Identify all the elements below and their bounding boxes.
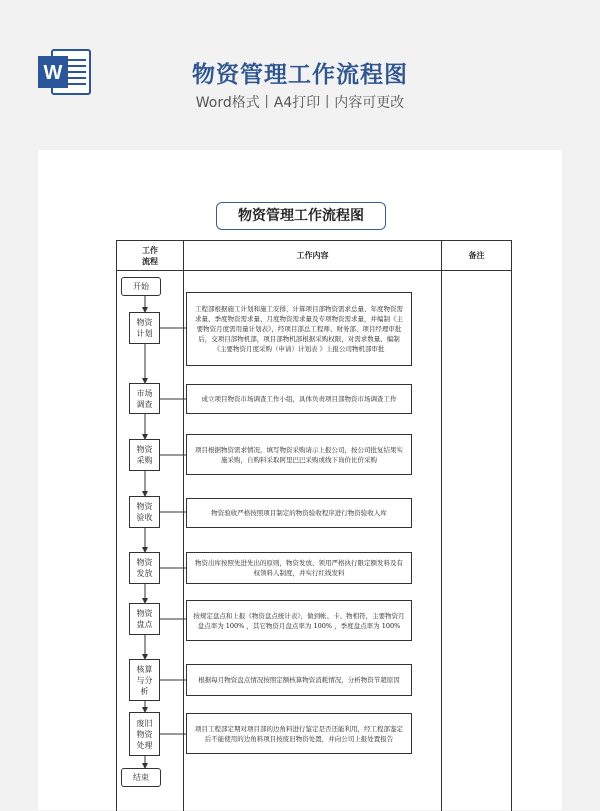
document-title: 物资管理工作流程图 (216, 202, 386, 230)
step-content-stocktake: 按规定盘点和上报《物资盘点统计表》，做到帐、卡、物相符，主要物资月盘点率为 100% ，其它物资月盘点率为 100% ，季度盘点率为 100% (186, 600, 412, 641)
svg-text:W: W (43, 62, 63, 84)
column-header-remarks: 备注 (468, 250, 485, 260)
column-header-content: 工作内容 (296, 250, 329, 260)
flow-node-issue: 物资 发放 (129, 552, 160, 584)
column-header-flow: 工作 流程 (142, 244, 158, 266)
step-content-survey: 成立项目物资市场调查工作小组，具体负责项目部物资市场调查工作 (186, 384, 412, 414)
flow-node-inspection: 物资 验收 (129, 496, 160, 528)
flow-node-analysis: 核算 与分 析 (129, 659, 160, 701)
flow-node-survey: 市场 调查 (129, 383, 160, 414)
step-content-disposal: 项目工程部定期对项目部的边角料进行鉴定是否还能利用，经工程部鉴定后不能使用的边角料项目按废旧物资处置，并向公司上报处置报告 (186, 713, 412, 754)
flow-node-stocktake: 物资 盘点 (129, 603, 160, 635)
page-subtitle: Word格式丨A4打印丨内容可更改 (195, 95, 405, 111)
flow-node-end: 结束 (121, 768, 161, 787)
step-content-analysis: 根据每月物资盘点情况按照定额核算物资消耗情况，分析物资节超原因 (186, 664, 412, 696)
step-content-inspection: 物资验收严格按照项目制定的物资验收程序进行物资验收入库 (186, 498, 412, 528)
flow-node-start: 开始 (121, 277, 161, 296)
flow-node-purchase: 物资 采购 (129, 439, 160, 471)
page-title: 物资管理工作流程图 (192, 62, 408, 88)
flow-node-plan: 物资 计划 (129, 312, 160, 344)
step-content-plan: 工程部根据施工计划和施工安排，计算项目部物资需求总量、年度物资需求量、季度物资需求量、月度物资需求量及专项物资需求量，并编制《主要物资月度需用量计划表》，经项目部总工程师、财务部、项目经理审批后，交项目部物机部，项目部物机部根据采购权限，对需求数量、编制《主要物资月度采购（申请）计划表 》上报公司物机部审批 (186, 292, 412, 366)
flow-node-disposal: 废旧 物资 处理 (129, 712, 160, 756)
step-content-purchase: 项目根据物资需求情况，填写物资采购请示上报公司，按公司批复结果实施采购，自购料采取阿里巴巴采购或线下询价比价采购 (186, 434, 412, 475)
step-content-issue: 物资出库按照先进先出的原则，物资发放、领用严格执行限定额发料及有权领料人制度，并实行红线发料 (186, 552, 412, 584)
